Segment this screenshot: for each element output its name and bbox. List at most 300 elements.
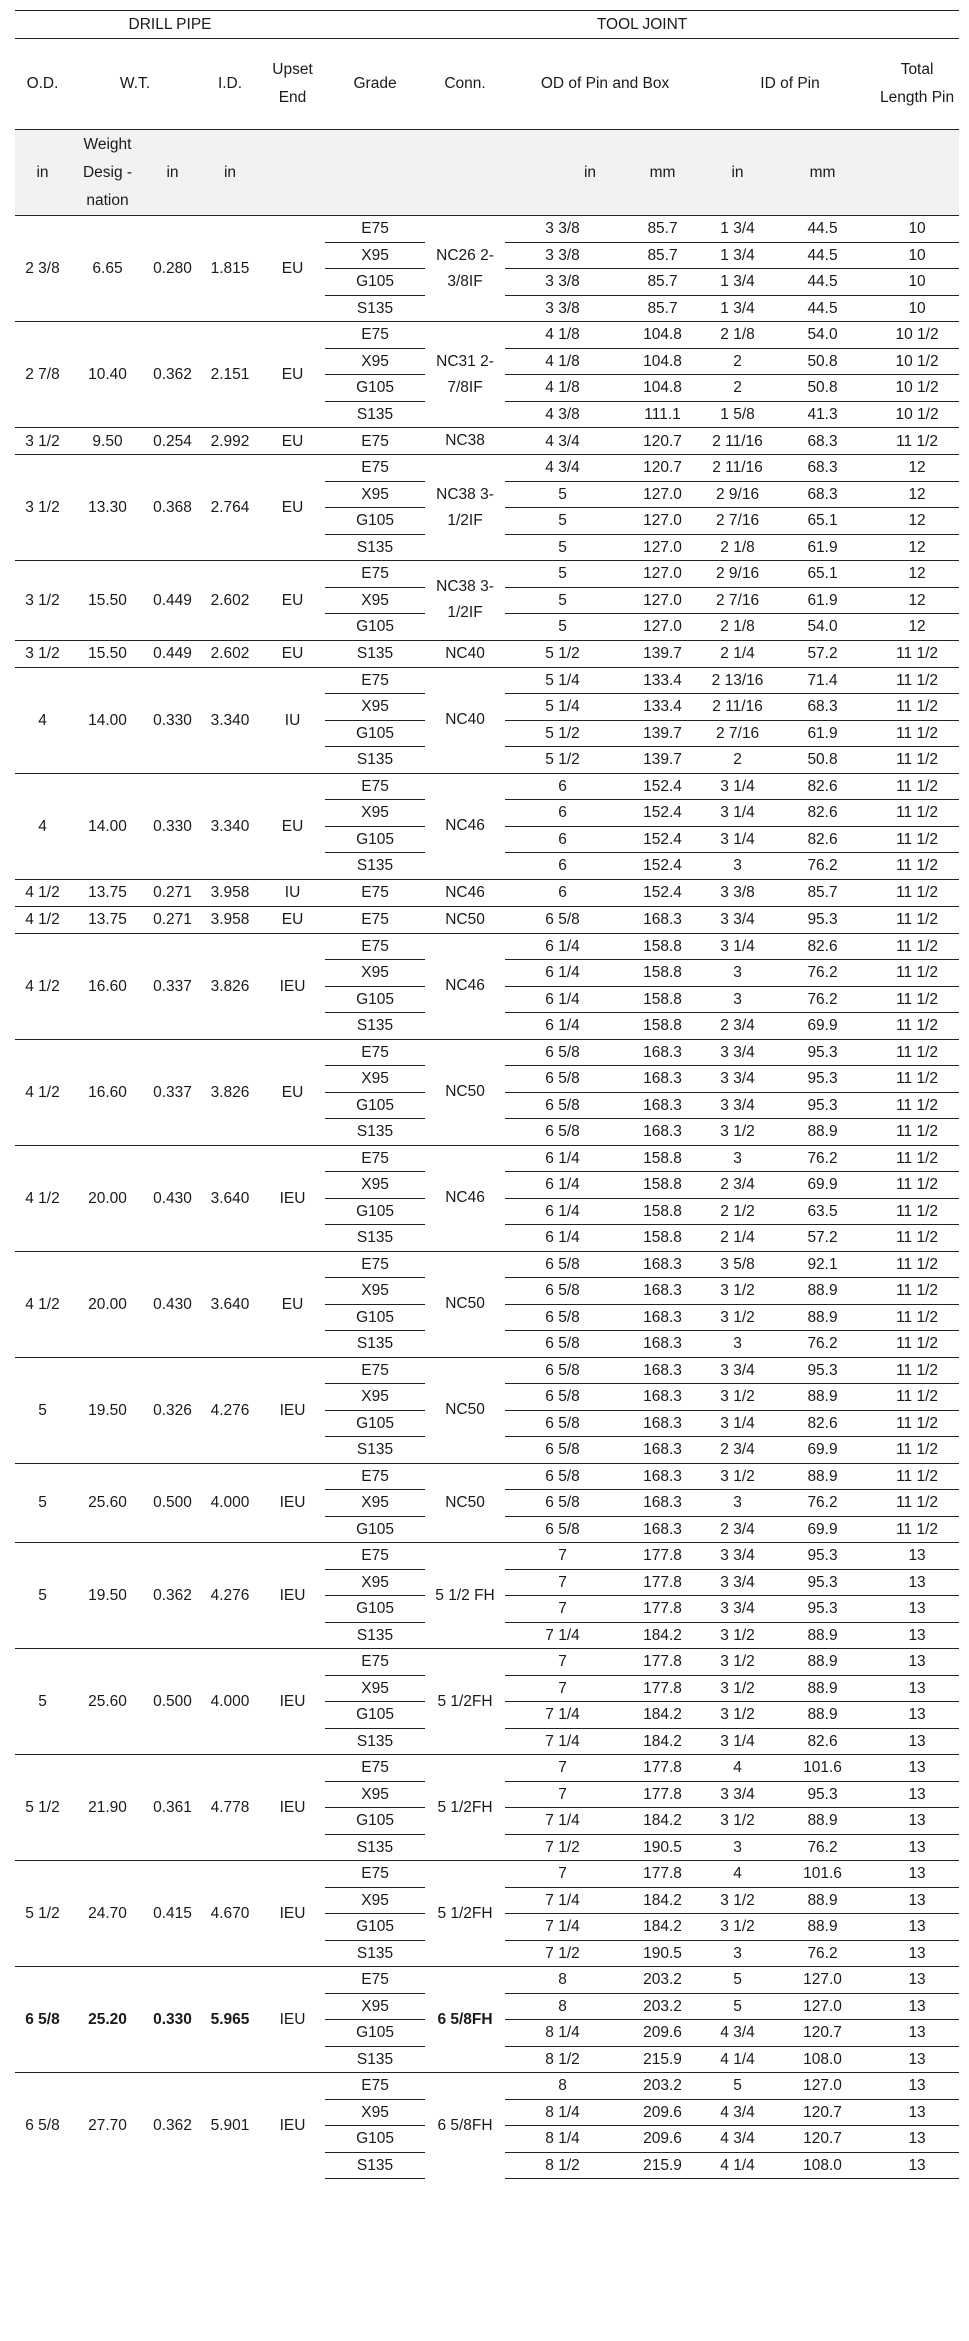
table-row [15, 1357, 959, 1384]
connection-cell: NC46 [425, 879, 505, 906]
tj-od-mm-cell: 85.7 [620, 269, 705, 296]
tj-od-in-cell: 7 [505, 1596, 620, 1623]
weight-cell: 13.75 [70, 906, 145, 933]
grade-cell: E75 [325, 1357, 425, 1384]
pin-id-mm-cell: 61.9 [770, 720, 875, 747]
grade-cell: X95 [325, 1993, 425, 2020]
pipe-id-cell: 4.276 [200, 1357, 260, 1463]
tj-od-mm-cell: 152.4 [620, 800, 705, 827]
grade-cell: X95 [325, 1675, 425, 1702]
tj-od-mm-cell: 215.9 [620, 2152, 705, 2179]
total-length-cell: 11 1/2 [875, 800, 959, 827]
pin-id-in-cell: 3 [705, 960, 770, 987]
grade-cell: E75 [325, 773, 425, 800]
connection-cell: NC50 [425, 1463, 505, 1543]
upset-end-cell: IEU [260, 1649, 325, 1755]
pin-id-in-cell: 2 [733, 751, 742, 769]
tj-od-in-cell: 5 [558, 538, 567, 556]
tj-od-mm-cell: 120.7 [620, 428, 705, 455]
pin-id-in-cell: 3 1/2 [705, 1384, 770, 1411]
tj-od-mm-cell: 190.5 [643, 1838, 682, 1856]
pin-id-mm-cell: 88.9 [770, 1384, 875, 1411]
total-length-cell: 13 [875, 1993, 959, 2020]
tj-od-in-cell: 7 [505, 1569, 620, 1596]
pin-id-in-cell: 4 3/4 [705, 2020, 770, 2047]
connection-cell: NC38 3-1/2IF [425, 561, 505, 641]
grade-cell: X95 [325, 1781, 425, 1808]
total-length-cell: 11 1/2 [875, 986, 959, 1013]
pipe-id-cell: 2.764 [200, 455, 260, 561]
grade-cell: G105 [325, 375, 425, 402]
pin-id-mm-cell: 76.2 [770, 960, 875, 987]
pipe-od-cell: 4 1/2 [15, 879, 70, 906]
pin-id-in-cell: 3 5/8 [705, 1251, 770, 1278]
wt-header: W.T. [70, 39, 200, 130]
pin-id-in-cell: 1 3/4 [705, 242, 770, 269]
pin-id-in-cell: 3 3/4 [705, 1781, 770, 1808]
tj-od-in-cell: 6 [505, 826, 620, 853]
weight-cell: 25.20 [70, 1967, 145, 2073]
tj-od-in-cell: 6 1/4 [505, 1198, 620, 1225]
connection-cell: NC46 [425, 933, 505, 1039]
pin-id-mm-cell: 88.9 [770, 1808, 875, 1835]
tj-od-mm-cell: 158.8 [643, 1017, 682, 1035]
pipe-id-cell: 2.602 [200, 561, 260, 641]
grade-cell: E75 [325, 1755, 425, 1782]
pipe-id-cell: 4.000 [200, 1463, 260, 1543]
pin-id-mm-cell: 50.8 [770, 348, 875, 375]
total-length-cell: 13 [875, 2152, 959, 2179]
pin-id-in-cell: 3 1/4 [720, 1732, 755, 1750]
grade-cell: X95 [325, 1278, 425, 1305]
tj-od-in-cell: 6 5/8 [505, 1278, 620, 1305]
grade-cell: G105 [325, 1198, 425, 1225]
total-length-cell: 13 [875, 1967, 959, 1994]
pin-id-in-cell: 2 3/4 [720, 1017, 755, 1035]
grade-cell: X95 [325, 1066, 425, 1093]
tj-od-in-cell: 6 1/4 [545, 1229, 580, 1247]
table-row [15, 2073, 959, 2100]
id-pin-header: ID of Pin [705, 39, 875, 130]
wall-thickness-cell: 0.330 [145, 1967, 200, 2073]
grade-cell: S135 [356, 857, 394, 875]
wall-thickness-cell: 0.271 [145, 879, 200, 906]
total-length-cell: 13 [875, 1596, 959, 1623]
tj-od-mm-cell: 168.3 [643, 1123, 682, 1141]
grade-cell: X95 [325, 1490, 425, 1517]
pin-id-in-cell: 1 3/4 [720, 299, 755, 317]
total-length-cell: 12 [875, 508, 959, 535]
tj-od-mm-cell: 184.2 [643, 1626, 682, 1644]
pin-id-mm-cell: 108.0 [803, 2050, 842, 2068]
connection-cell: NC40 [425, 667, 505, 773]
pin-id-mm-cell: 95.3 [770, 1092, 875, 1119]
pin-id-in-cell: 5 [705, 1967, 770, 1994]
upset-end-cell: IEU [260, 1967, 325, 2073]
tj-od-mm-cell: 177.8 [620, 1569, 705, 1596]
grade-cell: S135 [356, 405, 394, 423]
pipe-od-cell: 2 3/8 [15, 216, 70, 322]
tj-od-in-cell: 3 3/8 [505, 242, 620, 269]
grade-cell: G105 [325, 508, 425, 535]
pin-id-in-cell: 3 3/4 [705, 1039, 770, 1066]
tj-od-in-cell: 3 3/8 [505, 269, 620, 296]
pin-id-mm-cell: 69.9 [770, 1172, 875, 1199]
pin-id-in-cell: 2 1/4 [705, 640, 770, 667]
tj-od-in-cell: 7 [505, 1675, 620, 1702]
total-length-cell: 11 1/2 [896, 1441, 939, 1459]
pin-id-in-cell: 3 1/2 [720, 1626, 755, 1644]
table-row [15, 1145, 959, 1172]
tj-od-in-cell: 6 5/8 [505, 1066, 620, 1093]
pin-id-in-cell: 3 1/2 [705, 1675, 770, 1702]
weight-cell: 13.75 [70, 879, 145, 906]
grade-cell: E75 [325, 933, 425, 960]
connection-cell: NC40 [425, 640, 505, 667]
grade-cell: G105 [325, 1702, 425, 1729]
upset-end-cell: EU [260, 455, 325, 561]
tj-od-in-cell: 5 [505, 508, 620, 535]
upset-end-cell: IEU [260, 1463, 325, 1543]
pin-id-in-cell: 4 3/4 [705, 2099, 770, 2126]
tj-od-mm-cell: 177.8 [620, 1755, 705, 1782]
tj-od-mm-cell: 168.3 [620, 1357, 705, 1384]
weight-cell: 15.50 [70, 640, 145, 667]
tj-od-in-unit: in [560, 130, 620, 216]
pin-id-mm-cell: 57.2 [770, 640, 875, 667]
pin-id-in-cell: 4 [705, 1755, 770, 1782]
grade-cell: G105 [325, 2126, 425, 2153]
tj-od-mm-cell: 111.1 [644, 405, 681, 423]
pin-id-in-cell: 3 1/2 [705, 1702, 770, 1729]
tj-od-in-cell: 6 1/4 [505, 933, 620, 960]
total-length-pin-header: Total Length Pin [875, 39, 959, 130]
total-length-cell: 13 [908, 1838, 926, 1856]
upset-end-cell: IEU [260, 1145, 325, 1251]
pipe-id-cell: 3.826 [200, 1039, 260, 1145]
tj-od-in-cell: 5 [558, 618, 567, 636]
pin-id-mm-cell: 54.0 [770, 322, 875, 349]
table-row [15, 1755, 959, 1782]
pin-id-mm-cell: 92.1 [770, 1251, 875, 1278]
tj-od-in-cell: 8 1/4 [505, 2020, 620, 2047]
wall-thickness-cell: 0.326 [145, 1357, 200, 1463]
tj-od-in-cell: 4 1/8 [505, 375, 620, 402]
table-body [15, 216, 959, 2179]
connection-cell: NC46 [425, 1145, 505, 1251]
tj-od-mm-cell: 139.7 [643, 751, 682, 769]
grade-cell: X95 [325, 960, 425, 987]
grade-cell: X95 [325, 800, 425, 827]
pipe-id-cell: 3.826 [200, 933, 260, 1039]
tj-od-mm-cell: 203.2 [620, 1993, 705, 2020]
tj-od-in-cell: 7 [505, 1781, 620, 1808]
grade-cell: S135 [356, 751, 394, 769]
pin-id-mm-cell: 41.3 [807, 405, 838, 423]
pipe-od-cell: 4 1/2 [15, 906, 70, 933]
table-row [15, 561, 959, 588]
pin-id-mm-cell: 69.9 [807, 1441, 838, 1459]
tj-od-in-cell: 4 1/8 [505, 322, 620, 349]
grade-cell: E75 [325, 216, 425, 243]
total-length-cell: 11 1/2 [896, 1335, 939, 1353]
pin-id-in-cell: 1 5/8 [720, 405, 755, 423]
pin-id-in-cell: 3 1/2 [705, 1304, 770, 1331]
grade-cell: S135 [325, 2152, 425, 2179]
upset-end-cell: IEU [260, 2073, 325, 2179]
pin-id-mm-cell: 76.2 [770, 1490, 875, 1517]
total-length-cell: 11 1/2 [875, 1384, 959, 1411]
pin-id-in-cell: 3 1/2 [720, 1123, 755, 1141]
upset-end-cell: IEU [260, 1357, 325, 1463]
pipe-od-cell: 3 1/2 [15, 428, 70, 455]
tj-od-mm-cell: 209.6 [620, 2126, 705, 2153]
pin-id-mm-cell: 50.8 [770, 375, 875, 402]
connection-cell: NC31 2-7/8IF [425, 322, 505, 428]
tj-od-in-cell: 4 3/4 [505, 455, 620, 482]
grade-cell: S135 [356, 1626, 394, 1644]
drill-pipe-spec-sheet [15, 10, 959, 2179]
table-row [15, 455, 959, 482]
drill-pipe-table [15, 10, 959, 2179]
pin-id-mm-cell: 54.0 [807, 618, 838, 636]
upset-end-cell: IEU [260, 933, 325, 1039]
tj-od-in-cell: 6 5/8 [505, 1384, 620, 1411]
grade-cell: G105 [325, 1304, 425, 1331]
tj-od-in-cell: 7 1/4 [505, 1887, 620, 1914]
weight-cell: 16.60 [70, 1039, 145, 1145]
total-length-cell: 13 [875, 2099, 959, 2126]
connection-cell: 5 1/2FH [425, 1649, 505, 1755]
grade-cell: E75 [325, 1967, 425, 1994]
pin-id-in-cell: 2 3/4 [720, 1441, 755, 1459]
pin-id-mm-cell: 88.9 [770, 1463, 875, 1490]
grade-cell: G105 [325, 1914, 425, 1941]
tj-od-in-cell: 6 5/8 [505, 1490, 620, 1517]
tj-od-mm-cell: 158.8 [643, 1229, 682, 1247]
grade-cell: S135 [356, 1944, 394, 1962]
tj-od-mm-cell: 168.3 [620, 1410, 705, 1437]
wall-thickness-cell: 0.449 [145, 640, 200, 667]
grade-cell: E75 [325, 2073, 425, 2100]
tj-od-in-cell: 5 [505, 587, 620, 614]
tj-od-mm-unit: mm [620, 130, 705, 216]
tj-od-in-cell: 5 [505, 561, 620, 588]
tj-od-in-cell: 6 5/8 [505, 906, 620, 933]
pin-id-in-cell: 3 1/2 [705, 1887, 770, 1914]
pin-id-mm-cell: 88.9 [770, 1304, 875, 1331]
upset-end-cell: IU [260, 667, 325, 773]
pipe-id-cell: 2.992 [200, 428, 260, 455]
od-pin-box-header: OD of Pin and Box [505, 39, 705, 130]
pin-id-mm-cell: 82.6 [770, 933, 875, 960]
pipe-od-cell: 5 1/2 [15, 1861, 70, 1967]
pin-id-mm-cell: 120.7 [770, 2126, 875, 2153]
tj-od-mm-cell: 168.3 [620, 1039, 705, 1066]
tj-od-mm-cell: 120.7 [620, 455, 705, 482]
pin-id-in-cell: 3 3/4 [705, 1357, 770, 1384]
pin-id-in-cell: 2 1/8 [720, 618, 755, 636]
table-row [15, 1543, 959, 1570]
total-length-cell: 13 [875, 1569, 959, 1596]
tj-od-mm-cell: 168.3 [620, 1092, 705, 1119]
tj-od-mm-cell: 209.6 [620, 2020, 705, 2047]
tj-od-in-cell: 6 1/4 [545, 1017, 580, 1035]
total-length-cell: 12 [875, 561, 959, 588]
grade-cell: G105 [325, 826, 425, 853]
tj-od-in-cell: 6 1/4 [505, 1145, 620, 1172]
grade-cell: X95 [325, 1384, 425, 1411]
total-length-cell: 11 1/2 [875, 1357, 959, 1384]
upset-end-cell: EU [260, 773, 325, 879]
connection-cell: NC50 [425, 906, 505, 933]
wall-thickness-cell: 0.337 [145, 933, 200, 1039]
tj-od-in-cell: 4 3/4 [505, 428, 620, 455]
grade-cell: E75 [325, 1861, 425, 1888]
pin-id-in-cell: 3 [705, 1490, 770, 1517]
wall-thickness-cell: 0.368 [145, 455, 200, 561]
pin-id-mm-cell: 101.6 [770, 1755, 875, 1782]
pin-id-mm-cell: 88.9 [770, 1887, 875, 1914]
connection-cell: 5 1/2FH [425, 1755, 505, 1861]
pin-id-mm-cell: 44.5 [807, 299, 838, 317]
total-length-cell: 11 1/2 [875, 933, 959, 960]
pipe-id-cell: 4.778 [200, 1755, 260, 1861]
total-length-cell: 10 1/2 [875, 322, 959, 349]
pin-id-in-cell: 5 [705, 2073, 770, 2100]
id-unit: in [200, 130, 260, 216]
grade-cell: X95 [325, 1172, 425, 1199]
upset-end-cell: IEU [260, 1755, 325, 1861]
connection-cell: NC50 [425, 1251, 505, 1357]
pin-id-mm-cell: 82.6 [770, 1410, 875, 1437]
pin-id-mm-cell: 69.9 [807, 1017, 838, 1035]
pin-id-mm-cell: 82.6 [770, 773, 875, 800]
wall-thickness-cell: 0.430 [145, 1251, 200, 1357]
grade-cell: S135 [356, 2050, 394, 2068]
upset-end-cell: IEU [260, 1861, 325, 1967]
tj-od-in-cell: 6 5/8 [505, 1251, 620, 1278]
grade-cell: G105 [356, 1520, 394, 1538]
pin-id-mm-cell: 88.9 [770, 1702, 875, 1729]
pin-id-mm-cell: 101.6 [770, 1861, 875, 1888]
tj-od-in-cell: 6 5/8 [545, 1441, 580, 1459]
pin-id-mm-cell: 95.3 [770, 1039, 875, 1066]
pin-id-in-cell: 2 11/16 [705, 428, 770, 455]
grade-header: Grade [325, 39, 425, 130]
table-row [15, 216, 959, 243]
grade-cell: E75 [325, 1251, 425, 1278]
table-row [15, 1649, 959, 1676]
connection-cell: NC38 [425, 428, 505, 455]
total-length-cell: 10 [908, 299, 926, 317]
total-length-cell: 13 [875, 1675, 959, 1702]
pin-id-mm-cell: 127.0 [770, 1967, 875, 1994]
pin-id-mm-cell: 88.9 [770, 1914, 875, 1941]
total-length-cell: 10 1/2 [875, 348, 959, 375]
pin-id-in-cell: 3 1/2 [705, 1914, 770, 1941]
tj-od-mm-cell: 203.2 [620, 2073, 705, 2100]
total-length-cell: 13 [875, 1914, 959, 1941]
tj-od-mm-cell: 85.7 [620, 242, 705, 269]
pin-id-mm-cell: 85.7 [770, 879, 875, 906]
total-length-cell: 11 1/2 [896, 1229, 939, 1247]
tj-od-in-cell: 6 5/8 [505, 1463, 620, 1490]
grade-cell: E75 [325, 906, 425, 933]
tj-od-mm-cell: 168.3 [643, 1520, 682, 1538]
tj-od-in-cell: 6 5/8 [505, 1357, 620, 1384]
pipe-id-cell: 3.640 [200, 1251, 260, 1357]
pin-id-in-cell: 3 3/4 [705, 1569, 770, 1596]
pin-id-in-cell: 2 7/16 [705, 720, 770, 747]
total-length-cell: 13 [908, 2050, 926, 2068]
weight-cell: 25.60 [70, 1649, 145, 1755]
pipe-od-cell: 5 [15, 1463, 70, 1543]
pipe-id-cell: 4.276 [200, 1543, 260, 1649]
table-row [15, 322, 959, 349]
grade-cell: X95 [325, 242, 425, 269]
pipe-id-cell: 5.901 [200, 2073, 260, 2179]
total-length-cell: 11 1/2 [875, 667, 959, 694]
total-length-cell: 10 1/2 [895, 405, 939, 423]
tj-od-mm-cell: 184.2 [620, 1914, 705, 1941]
tj-od-mm-cell: 133.4 [620, 694, 705, 721]
tj-od-in-cell: 7 1/4 [505, 1702, 620, 1729]
connection-cell: NC50 [425, 1357, 505, 1463]
weight-cell: 9.50 [70, 428, 145, 455]
weight-cell: 14.00 [70, 773, 145, 879]
total-length-cell: 13 [875, 1543, 959, 1570]
tj-od-mm-cell: 168.3 [620, 1251, 705, 1278]
pipe-od-cell: 5 1/2 [15, 1755, 70, 1861]
table-row [15, 773, 959, 800]
total-length-cell: 11 1/2 [875, 1410, 959, 1437]
total-length-cell: 13 [908, 1732, 926, 1750]
pin-id-mm-cell: 61.9 [770, 587, 875, 614]
tj-od-in-cell: 8 [505, 1993, 620, 2020]
tj-od-mm-cell: 184.2 [643, 1732, 682, 1750]
table-row [15, 906, 959, 933]
tj-od-in-cell: 7 1/4 [505, 1914, 620, 1941]
pin-id-in-cell: 2 7/16 [705, 587, 770, 614]
total-length-cell: 11 1/2 [896, 1123, 939, 1141]
pin-id-in-cell: 2 1/4 [720, 1229, 755, 1247]
tj-od-in-cell: 6 [505, 773, 620, 800]
pin-id-mm-cell: 76.2 [807, 1944, 838, 1962]
pin-id-in-cell: 2 11/16 [705, 694, 770, 721]
tj-od-in-cell: 7 1/2 [545, 1838, 580, 1856]
pin-id-in-cell: 4 1/4 [705, 2152, 770, 2179]
table-row [15, 1861, 959, 1888]
wall-thickness-cell: 0.362 [145, 2073, 200, 2179]
tj-od-mm-cell: 104.8 [620, 322, 705, 349]
pipe-od-cell: 5 [15, 1357, 70, 1463]
pipe-id-cell: 3.958 [200, 906, 260, 933]
grade-cell: S135 [325, 640, 425, 667]
od-header: O.D. [15, 39, 70, 130]
pin-id-mm-unit: mm [770, 130, 875, 216]
pin-id-in-cell: 1 3/4 [705, 269, 770, 296]
grade-cell: S135 [356, 299, 394, 317]
pin-id-mm-cell: 88.9 [770, 1278, 875, 1305]
weight-cell: 19.50 [70, 1543, 145, 1649]
grade-cell: X95 [325, 481, 425, 508]
grade-cell: X95 [325, 1887, 425, 1914]
conn-header: Conn. [425, 39, 505, 130]
pipe-id-cell: 3.340 [200, 773, 260, 879]
tj-od-mm-cell: 177.8 [620, 1861, 705, 1888]
tj-od-in-cell: 5 1/4 [505, 667, 620, 694]
